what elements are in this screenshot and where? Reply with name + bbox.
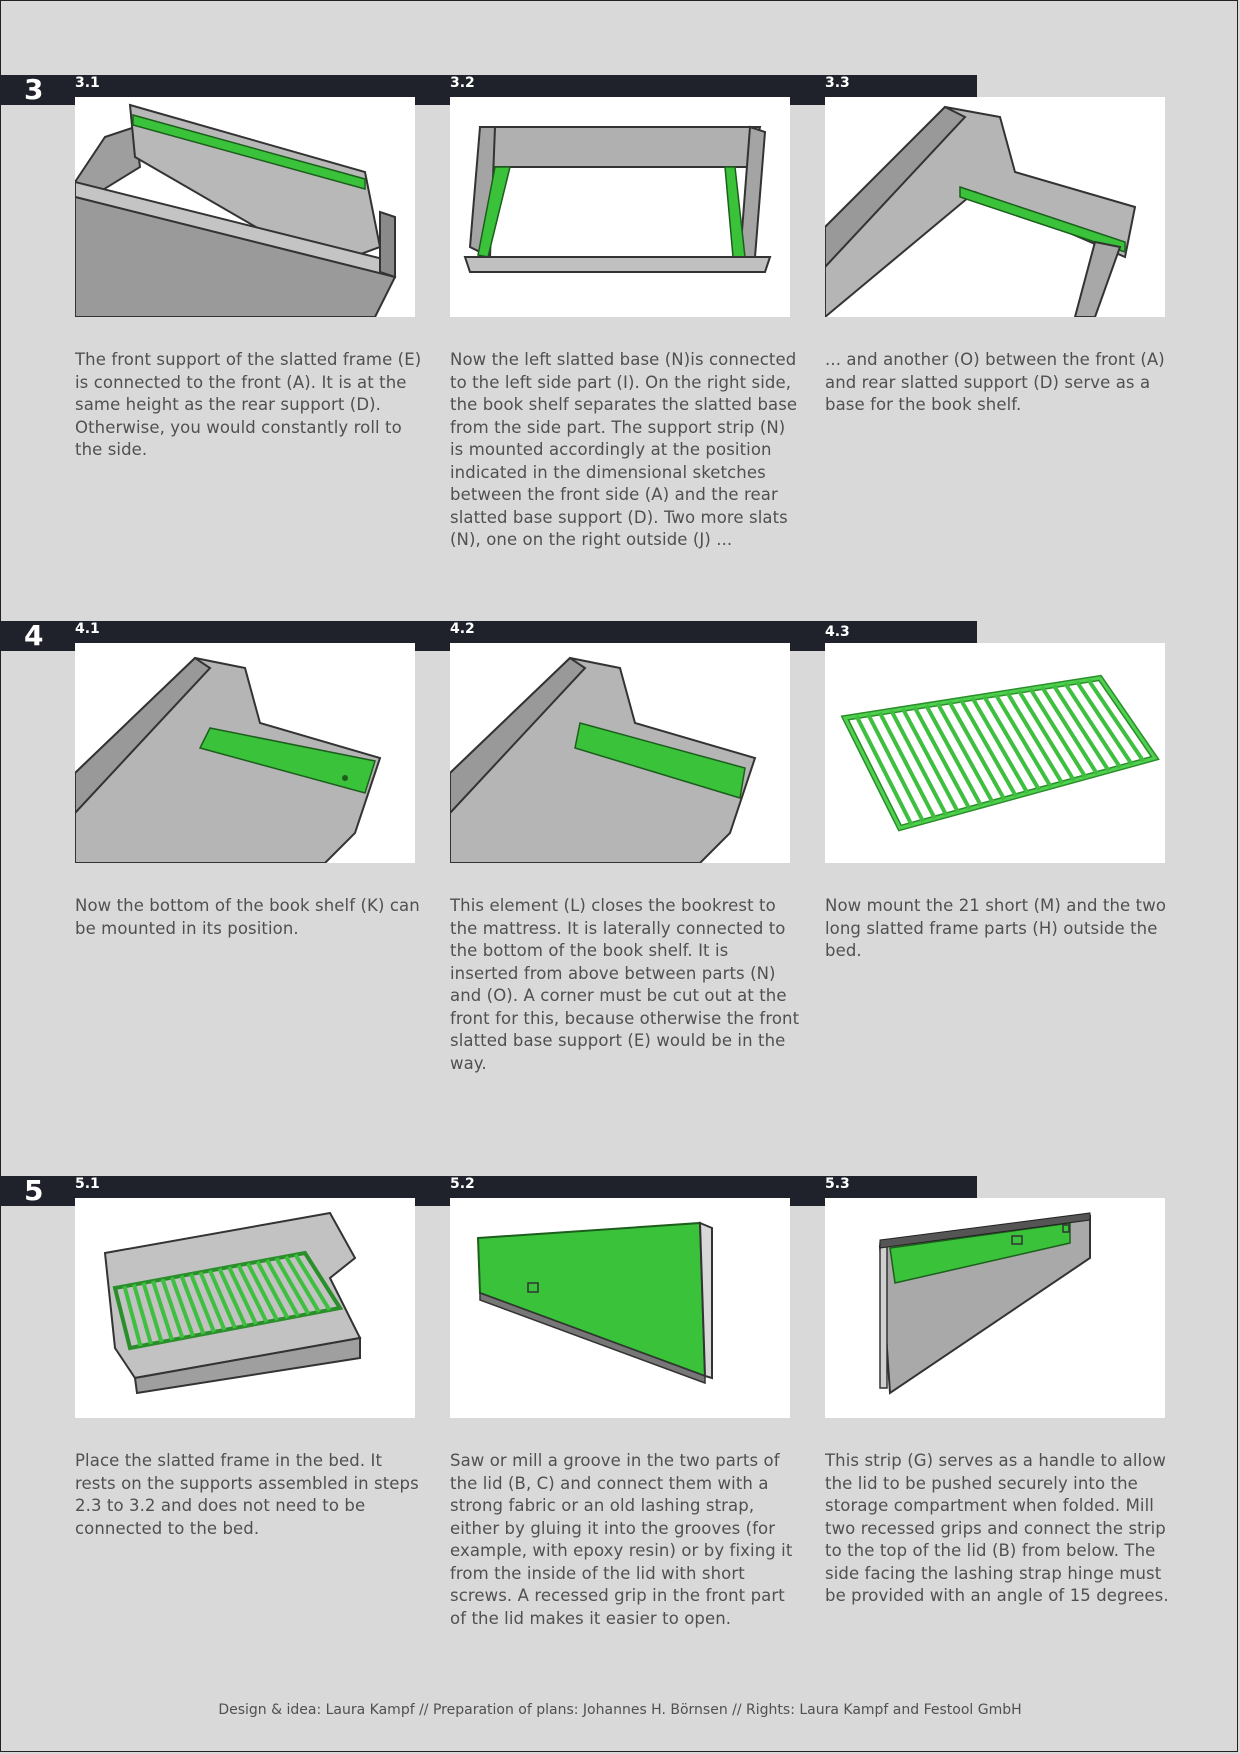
section-5-number: 5 <box>24 1174 44 1207</box>
step-5-1-caption: Place the slatted frame in the bed. It rests on the supports assembled in steps 2.3 to 3.2 and does not need to be connected to the bed. <box>75 1451 419 1538</box>
step-4-3-label: 4.3 <box>825 624 850 640</box>
step-4-1-label: 4.1 <box>75 621 100 637</box>
step-4-3-caption: Now mount the 21 short (M) and the two long slatted frame parts (H) outside the bed. <box>825 896 1167 960</box>
step-3-1-label: 3.1 <box>75 75 100 91</box>
step-4-1-caption: Now the bottom of the book shelf (K) can be mounted in its position. <box>75 896 420 938</box>
step-5-2-caption: Saw or mill a groove in the two parts of the lid (B, C) and connect them with a strong fabric or an old lashing strap, either by gluing it into the grooves (for example, with epoxy resin) or by fixing it from the inside of the lid with short screws. A recessed grip in the front part of the lid makes it easier to open. <box>450 1451 793 1628</box>
step-5-1-label: 5.1 <box>75 1176 100 1192</box>
step-5-1-illustration <box>75 1198 415 1418</box>
step-3-3-label: 3.3 <box>825 75 850 91</box>
step-3-2-label: 3.2 <box>450 75 475 91</box>
section-4-number: 4 <box>24 619 44 652</box>
step-5-3-label: 5.3 <box>825 1176 850 1192</box>
step-5-2-illustration <box>450 1198 790 1418</box>
step-4-3-illustration <box>825 643 1165 863</box>
step-5-3-caption: This strip (G) serves as a handle to allow the lid to be pushed securely into the storage compartment when folded. Mill two recessed grips and connect the strip to the top of the lid (B) from below. The side facing the lashing strap hinge must be provided with an angle of 15 degrees. <box>825 1451 1169 1605</box>
step-4-2-caption: This element (L) closes the bookrest to the mattress. It is laterally connected to the bottom of the book shelf. It is inserted from above between parts (N) and (O). A corner must be cut out at the front for this, because otherwise the front slatted base support (E) would be in the way. <box>450 896 800 1073</box>
credits-footer: Design & idea: Laura Kampf // Preparation of plans: Johannes H. Börnsen // Rights: Laura Kampf and Festool GmbH <box>218 1702 1022 1718</box>
step-5-2-label: 5.2 <box>450 1176 475 1192</box>
step-3-2-illustration <box>450 97 790 317</box>
step-4-1-illustration <box>75 643 415 863</box>
step-4-2-label: 4.2 <box>450 621 475 637</box>
step-5-3-illustration <box>825 1198 1165 1418</box>
step-4-2-illustration <box>450 643 790 863</box>
step-3-3-illustration <box>825 97 1165 317</box>
step-3-1-caption: The front support of the slatted frame (E) is connected to the front (A). It is at the same height as the rear support (D). Otherwise, you would constantly roll to the side. <box>75 350 422 459</box>
step-3-2-caption: Now the left slatted base (N)is connected to the left side part (I). On the right side, the book shelf separates the slatted base from the side part. The support strip (N) is mounted accordingly at the position indicated in the dimensional sketches between the front side (A) and the rear slatted base support (D). Two more slats (N), one on the right outside (J) ... <box>450 350 798 549</box>
step-3-1-illustration <box>75 97 415 317</box>
step-3-3-caption: ... and another (O) between the front (A) and rear slatted support (D) serve as a base for the book shelf. <box>825 350 1165 414</box>
section-3-number: 3 <box>24 73 44 106</box>
